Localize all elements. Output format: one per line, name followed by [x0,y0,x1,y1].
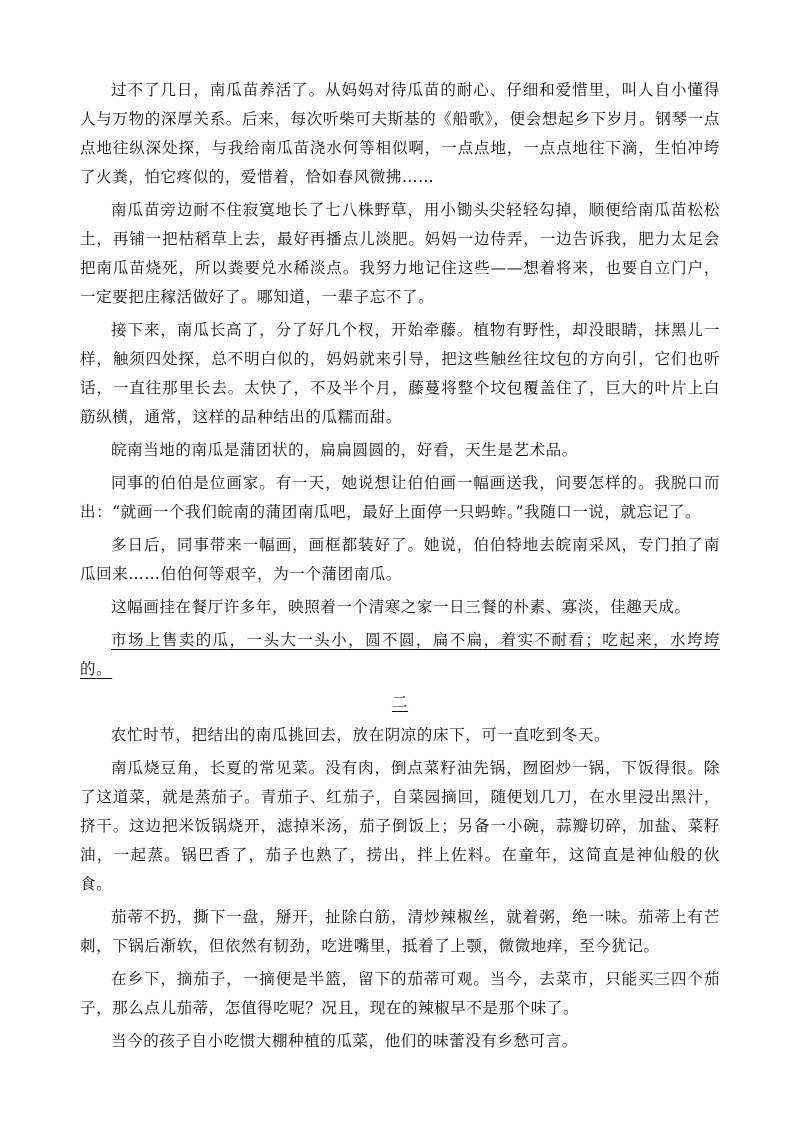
section-two-paragraph-1: 农忙时节，把结出的南瓜挑回去，放在阴凉的床下，可一直吃到冬天。 [111,726,611,744]
paragraph-1: 过不了几日，南瓜苗养活了。从妈妈对待瓜苗的耐心、仔细和爱惜里，叫人自小懂得人与万物的深厚关系。后来，每次听柴可夫斯基的《船歌》，便会想起乡下岁月。钢琴一点点地往纵深处探，与我给南瓜苗浇水何等相似啊，一点点地，一点点地往下滴，生怕冲垮了火粪，怕它疼似的，爱惜着，恰如春风微拂…… [80,81,720,186]
section-heading: 二 [391,693,409,711]
paragraph-2: 南瓜苗旁边耐不住寂寞地长了七八株野草，用小锄头尖轻轻勾掉，顺便给南瓜苗松松土，再铺一把枯稻草上去，最好再播点儿淡肥。妈妈一边侍弄，一边告诉我，肥力太足会把南瓜苗烧死，所以粪要兑水稀淡点。我努力地记住这些——想着将来，也要自立门户，一定要把庄稼活做好了。哪知道，一辈子忘不了。 [80,201,720,306]
paragraph-6: 多日后，同事带来一幅画，画框都装好了。她说，伯伯特地去皖南采风，专门拍了南瓜回来……伯伯何等艰辛，为一个蒲团南瓜。 [80,536,720,583]
paragraph-3: 接下来，南瓜长高了，分了好几个杈，开始牵藤。植物有野性，却没眼睛，抹黑儿一样，触须四处探，总不明白似的，妈妈就来引导，把这些触丝往坟包的方向引，它们也听话，一直往那里长去。太快了，不及半个月，藤蔓将整个坟包覆盖住了，巨大的叶片上白筋纵横，通常，这样的品种结出的瓜糯而甜。 [80,321,720,426]
section-two-paragraph-3: 茄蒂不扔，撕下一盘，掰开，扯除白筋，清炒辣椒丝，就着粥，绝一味。茄蒂上有芒刺，下锅后渐软，但依然有韧劲，吃进嘴里，抵着了上颚，微微地痒，至今犹记。 [80,908,720,955]
paragraph-7: 这幅画挂在餐厅许多年，映照着一个清寒之家一日三餐的朴素、寡淡，佳趣天成。 [111,598,691,616]
section-two-paragraph-5: 当今的孩子自小吃惯大棚种植的瓜菜，他们的味蕾没有乡愁可言。 [111,1032,578,1050]
section-two-paragraph-2: 南瓜烧豆角，长夏的常见菜。没有肉，倒点菜籽油先锅，囫囵炒一锅，下饭得很。除了这道菜，就是蒸茄子。青茄子、红茄子，自菜园摘回，随便划几刀，在水里浸出黑汁，挤干。这边把米饭锅烧开，滤掉米汤，茄子倒饭上；另备一小碗，蒜瓣切碎，加盐、菜籽油，一起蒸。锅巴香了，茄子也熟了，捞出，拌上佐料。在童年，这简直是神仙般的伙食。 [80,759,720,893]
paragraph-4: 皖南当地的南瓜是蒲团状的，扁扁圆圆的，好看，天生是艺术品。 [111,441,578,459]
section-two-paragraph-4: 在乡下，摘茄子，一摘便是半篮，留下的茄蒂可观。当今，去菜市，只能买三四个茄子，那么点儿茄蒂，怎值得吃呢？况且，现在的辣椒早不是那个味了。 [80,970,720,1017]
underlined-paragraph: 市场上售卖的瓜，一头大一头小，圆不圆，扁不扁，着实不耐看；吃起来，水垮垮的。 [80,631,720,678]
paragraph-5: 同事的伯伯是位画家。有一天，她说想让伯伯画一幅画送我，问要怎样的。我脱口而出：“就画一个我们皖南的蒲团南瓜吧，最好上面停一只蚂蚱。”我随口一说，就忘记了。 [80,474,720,521]
article-body [80,76,720,1060]
